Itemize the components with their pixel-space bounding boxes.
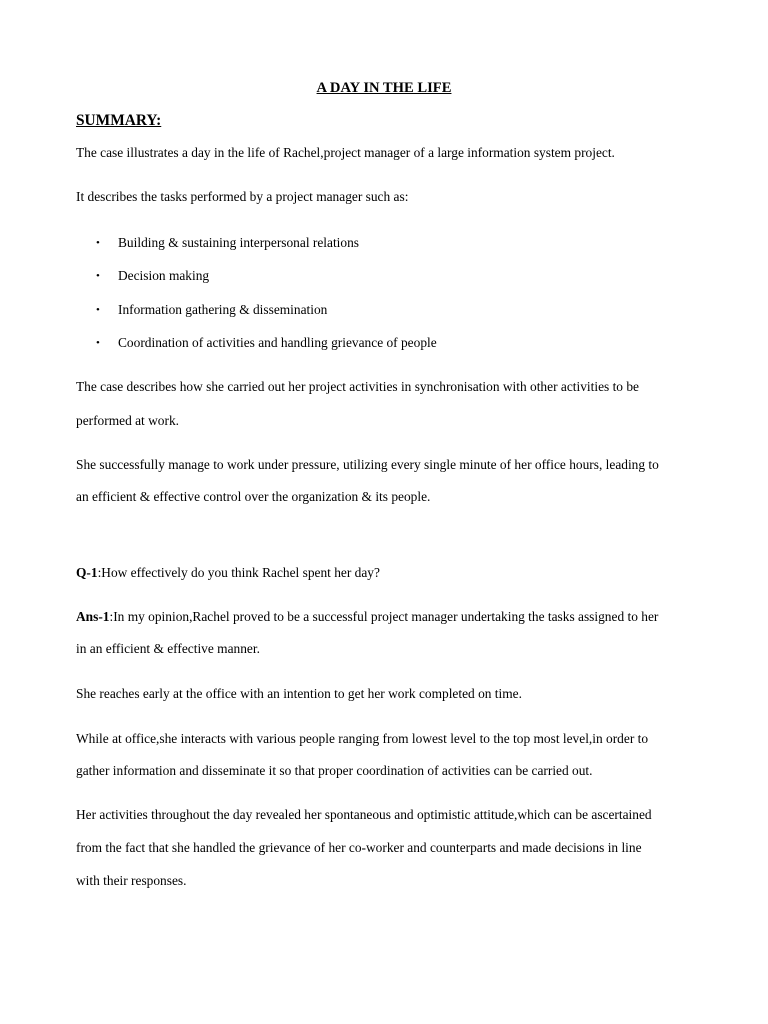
pressure-paragraph-line: She successfully manage to work under pressure, utilizing every single minute of her office hours, leading to	[76, 457, 659, 472]
pressure-paragraph-line: an efficient & effective control over the organization & its people.	[76, 489, 431, 504]
answer-1	[76, 609, 658, 625]
list-item-text: Information gathering & dissemination	[118, 302, 328, 317]
question-text: :How effectively do you think Rachel spent her day?	[97, 565, 380, 580]
document-title: A DAY IN THE LIFE	[316, 80, 452, 96]
bullet-icon: •	[96, 270, 100, 282]
summary-heading: SUMMARY:	[76, 112, 162, 129]
interact-paragraph-line: While at office,she interacts with various people ranging from lowest level to the top most level,in order to	[76, 731, 649, 746]
bullet-icon: •	[96, 304, 100, 316]
tasks-intro: It describes the tasks performed by a project manager such as:	[76, 189, 409, 204]
question-label: Q-1	[76, 565, 98, 580]
answer-1-line: in an efficient & effective manner.	[76, 641, 260, 656]
list-item-text: Coordination of activities and handling grievance of people	[118, 335, 437, 350]
sync-paragraph-line: The case describes how she carried out her project activities in synchronisation with other activities to be	[76, 379, 639, 394]
question-1	[76, 565, 380, 581]
list-item-text: Decision making	[118, 268, 210, 283]
sync-paragraph-line: performed at work.	[76, 413, 179, 428]
bullet-icon: •	[96, 237, 100, 249]
early-paragraph: She reaches early at the office with an intention to get her work completed on time.	[76, 686, 522, 701]
answer-text: :In my opinion,Rachel proved to be a successful project manager undertaking the tasks assigned to her	[109, 609, 659, 624]
attitude-paragraph-line: from the fact that she handled the grievance of her co-worker and counterparts and made decisions in line	[76, 840, 642, 855]
attitude-paragraph-line: with their responses.	[76, 873, 187, 888]
attitude-paragraph-line: Her activities throughout the day revealed her spontaneous and optimistic attitude,which can be ascertained	[76, 807, 652, 822]
intro-paragraph: The case illustrates a day in the life of Rachel,project manager of a large information system project.	[76, 145, 615, 160]
interact-paragraph-line: gather information and disseminate it so that proper coordination of activities can be carried out.	[76, 763, 593, 778]
answer-label: Ans-1	[76, 609, 110, 624]
list-item-text: Building & sustaining interpersonal relations	[118, 235, 359, 250]
bullet-icon: •	[96, 337, 100, 349]
